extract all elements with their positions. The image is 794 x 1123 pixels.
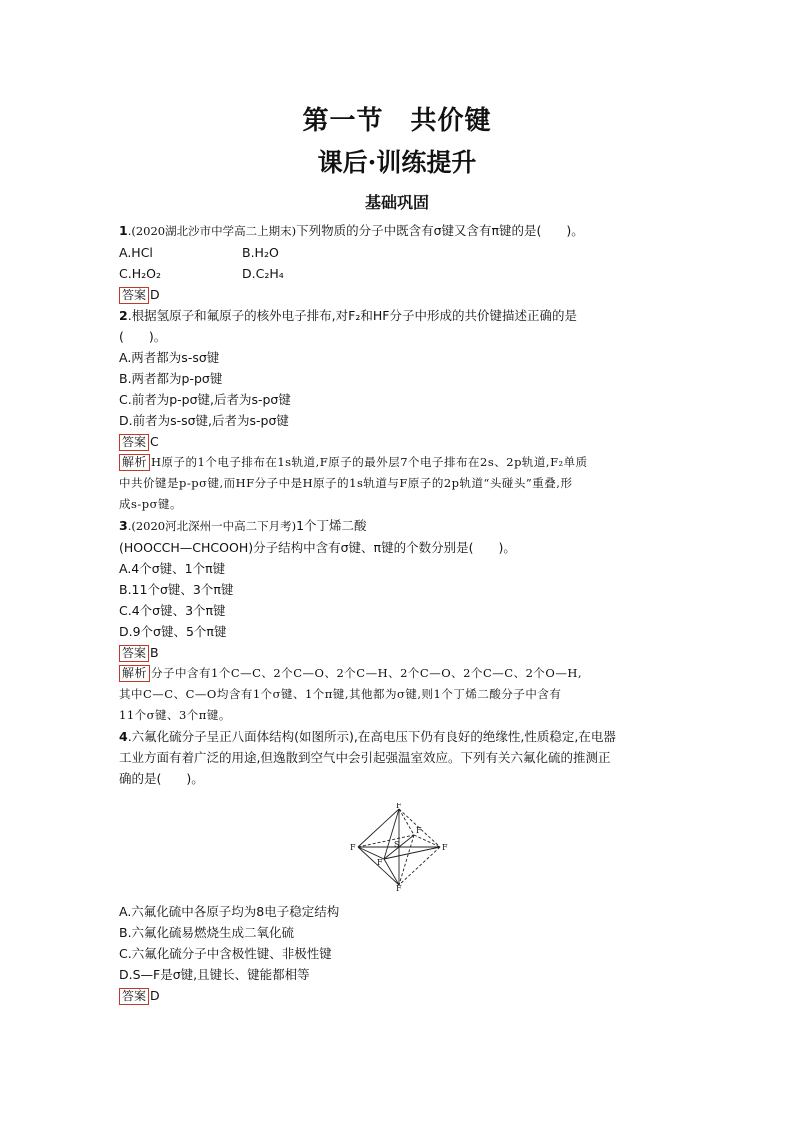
dashed-edge bbox=[358, 835, 414, 847]
bond-line bbox=[384, 847, 440, 859]
page-subtitle: 课后·训练提升 bbox=[317, 148, 477, 177]
q4-option-a: A.六氟化硫中各原子均为8电子稳定结构 bbox=[119, 904, 340, 919]
q4-option-c: C.六氟化硫分子中含极性键、非极性键 bbox=[119, 946, 332, 961]
q3-analysis-line1: 分子中含有1个C—C、2个C—O、2个C—H、2个C—O、2个C—C、2个O—H, bbox=[151, 666, 583, 680]
q2-option-d: D.前者为s-sσ键,后者为s-pσ键 bbox=[119, 413, 289, 428]
q2-stem bbox=[119, 305, 679, 326]
q2-answer-value: C bbox=[150, 434, 159, 449]
q4-answer-value: D bbox=[150, 988, 160, 1003]
q2-option-b: B.两者都为p-pσ键 bbox=[119, 371, 223, 386]
q4-stem bbox=[119, 726, 679, 747]
atom-s-center: S bbox=[394, 840, 400, 849]
q1-option-c: C.H₂O₂ bbox=[119, 266, 161, 281]
q1-options-row1 bbox=[119, 242, 679, 263]
octahedron-diagram bbox=[344, 803, 454, 891]
q2-number: 2 bbox=[119, 308, 128, 323]
q3-number: 3 bbox=[119, 518, 128, 533]
bond-line bbox=[384, 859, 399, 885]
q4-option-b: B.六氟化硫易燃烧生成二氧化硫 bbox=[119, 925, 295, 940]
dashed-edge bbox=[399, 809, 414, 835]
q3-answer-value: B bbox=[150, 645, 159, 660]
q3-option-c: C.4个σ键、3个π键 bbox=[119, 603, 226, 618]
answer-tag: 答案 bbox=[119, 988, 149, 1005]
q4-text: .六氟化硫分子呈正八面体结构(如图所示),在高电压下仍有良好的绝缘性,性质稳定,在电器 bbox=[127, 729, 616, 744]
q3-option-b: B.11个σ键、3个π键 bbox=[119, 582, 234, 597]
q1-answer bbox=[119, 284, 679, 305]
q1-option-b: B.H₂O bbox=[242, 245, 279, 260]
q3-analysis-line2: 其中C—C、C—O均含有1个σ键、1个π键,其他都为σ键,则1个丁烯二酸分子中含有 bbox=[119, 687, 562, 701]
q2-analysis bbox=[119, 452, 679, 473]
q1-stem bbox=[119, 220, 679, 242]
q3-analysis-line3: 11个σ键、3个π键。 bbox=[119, 708, 231, 722]
analysis-tag: 解析 bbox=[119, 454, 150, 471]
q3-option-d: D.9个σ键、5个π键 bbox=[119, 624, 227, 639]
q3-text: 1个丁烯二酸 bbox=[296, 518, 367, 533]
q2-answer bbox=[119, 431, 679, 452]
q2-stem-cont: ( )。 bbox=[119, 329, 167, 344]
analysis-tag: 解析 bbox=[119, 665, 150, 682]
q1-option-a: A.HCl bbox=[119, 245, 153, 260]
sf6-figure bbox=[119, 803, 679, 891]
q2-analysis-line3: 成s-pσ键。 bbox=[119, 497, 182, 511]
q3-stem bbox=[119, 515, 679, 537]
q2-analysis-line2: 中共价键是p-pσ键,而HF分子中是H原子的1s轨道与F原子的2p轨道“头碰头”重叠,形 bbox=[119, 476, 573, 490]
q2-option-a: A.两者都为s-sσ键 bbox=[119, 350, 220, 365]
q4-answer bbox=[119, 985, 679, 1006]
atom-f-back: F bbox=[416, 826, 422, 835]
q3-option-a: A.4个σ键、1个π键 bbox=[119, 561, 226, 576]
section-heading: 基础巩固 bbox=[364, 193, 429, 212]
q1-number: 1 bbox=[119, 223, 128, 238]
answer-tag: 答案 bbox=[119, 645, 149, 662]
q1-options-row2 bbox=[119, 263, 679, 284]
q3-source: .(2020河北深州一中高二下月考) bbox=[127, 519, 297, 533]
q1-answer-value: D bbox=[150, 287, 160, 302]
q4-stem-cont2: 确的是( )。 bbox=[119, 771, 204, 786]
atom-f-bottom: F bbox=[396, 884, 402, 891]
q2-option-c: C.前者为p-pσ键,后者为s-pσ键 bbox=[119, 392, 291, 407]
q2-analysis-line1: H原子的1个电子排布在1s轨道,F原子的最外层7个电子排布在2s、2p轨道,F₂单质 bbox=[151, 455, 588, 469]
q1-source: .(2020湖北沙市中学高二上期末) bbox=[127, 224, 297, 238]
page-title: 第一节 共价键 bbox=[302, 106, 492, 136]
atom-f-front: F bbox=[377, 858, 383, 867]
q3-answer bbox=[119, 642, 679, 663]
q3-stem-cont: (HOOCCH—CHCOOH)分子结构中含有σ键、π键的个数分别是( )。 bbox=[119, 540, 516, 555]
atom-f-right: F bbox=[442, 843, 448, 852]
atom-f-top: F bbox=[396, 803, 402, 810]
answer-tag: 答案 bbox=[119, 287, 149, 304]
q1-text: 下列物质的分子中既含有σ键又含有π键的是( )。 bbox=[296, 223, 584, 238]
content bbox=[119, 220, 679, 1006]
q4-stem-cont1: 工业方面有着广泛的用途,但逸散到空气中会引起强温室效应。下列有关六氟化硫的推测正 bbox=[119, 750, 611, 765]
q4-option-d: D.S—F是σ键,且键长、键能都相等 bbox=[119, 967, 310, 982]
dashed-edge bbox=[414, 835, 440, 847]
q1-option-d: D.C₂H₄ bbox=[242, 266, 284, 281]
atom-f-left: F bbox=[350, 843, 356, 852]
q3-analysis bbox=[119, 663, 679, 684]
q4-number: 4 bbox=[119, 729, 128, 744]
answer-tag: 答案 bbox=[119, 434, 149, 451]
q2-text: .根据氢原子和氟原子的核外电子排布,对F₂和HF分子中形成的共价键描述正确的是 bbox=[127, 308, 577, 323]
